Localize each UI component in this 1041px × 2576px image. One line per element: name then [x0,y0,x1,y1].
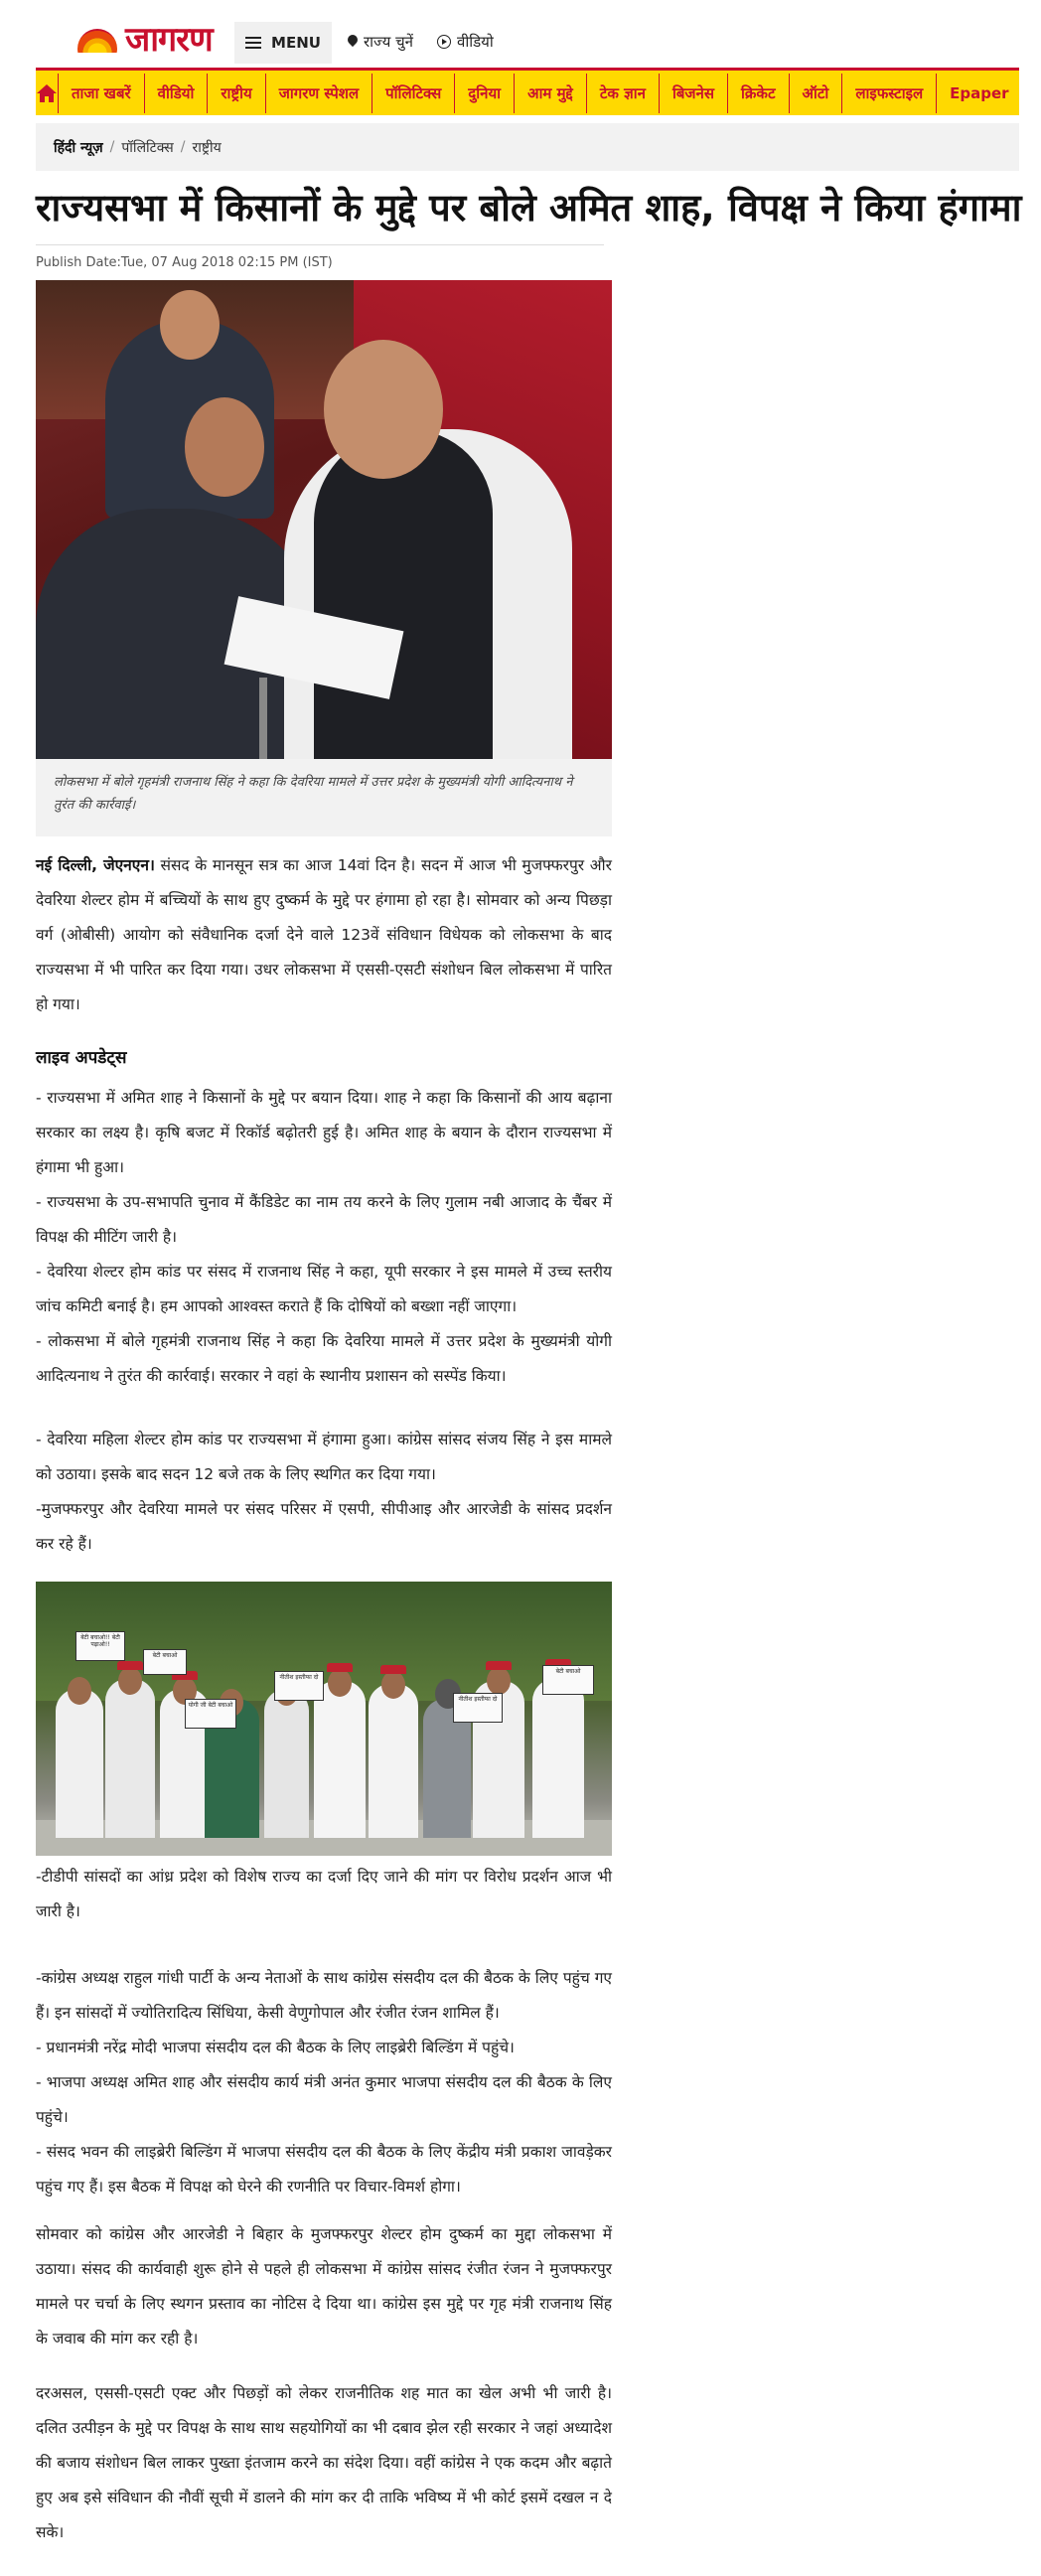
breadcrumb-politics[interactable]: पॉलिटिक्स [121,139,174,156]
publish-date: Publish Date:Tue, 07 Aug 2018 02:15 PM (IST) [36,244,604,280]
select-state-label: राज्य चुनें [364,33,413,51]
main-nav [36,68,1019,115]
article-main-image [36,280,612,759]
sun-logo-icon [74,27,121,53]
breadcrumb-national[interactable]: राष्ट्रीय [192,139,222,156]
protest-placard: नीतीश इस्तीफा दो [453,1693,503,1723]
live-updates-block-1 [36,1081,612,1394]
breadcrumb-separator: / [109,139,115,155]
nav-item-politics[interactable]: पॉलिटिक्स [372,74,455,113]
nav-item-tech[interactable]: टेक ज्ञान [587,74,660,113]
article-intro [36,848,612,1022]
protest-image [36,1582,612,1856]
live-update-item: - राज्यसभा में अमित शाह ने किसानों के मुद्दे पर बयान दिया। शाह ने कहा कि किसानों की आय बढ़ाना सरकार का लक्ष्य है। कृषि बजट में रिकॉर्ड बढ़ोतरी हुई है। अमित शाह के बयान के दौरान राज्यसभा में हंगामा भी हुआ। [36,1089,612,1176]
breadcrumb-separator: / [180,139,186,155]
live-updates-block-2 [36,1423,612,1562]
live-update-item: - देवरिया महिला शेल्टर होम कांड पर राज्यसभा में हंगामा हुआ। कांग्रेस सांसद संजय सिंह ने इस मामले को उठाया। इसके बाद सदन 12 बजे तक के लिए स्थगित कर दिया गया। [36,1431,612,1483]
nav-item-national[interactable]: राष्ट्रीय [208,74,265,113]
logo-text: जागरण [125,20,213,60]
live-updates-heading: लाइव अपडेट्स [36,1048,127,1068]
dateline: नई दिल्ली, जेएनएन। [36,856,155,874]
nav-item-jagran-special[interactable]: जागरण स्पेशल [266,74,372,113]
live-updates-block-3 [36,1860,612,1929]
article-paragraph: सोमवार को कांग्रेस और आरजेडी ने बिहार के मुजफ्फरपुर शेल्टर होम दुष्कर्म का मुद्दा लोकसभा में उठाया। संसद की कार्यवाही शुरू होने से पहले ही लोकसभा में कांग्रेस सांसद रंजीत रंजन ने मुजफ्फरपुर मामले पर चर्चा के लिए स्थगन प्रस्ताव का नोटिस दे दिया था। कांग्रेस इस मुद्दे पर गृह मंत्री राजनाथ सिंह के जवाब की मांग कर रही है। [36,2225,612,2348]
live-update-item: - प्रधानमंत्री नरेंद्र मोदी भाजपा संसदीय दल की बैठक के लिए लाइब्रेरी बिल्डिंग में पहुंचे। [36,2039,515,2056]
protest-placard: बेटी बचाओ!! बेटी पढ़ाओ!! [75,1631,125,1661]
video-link[interactable] [437,32,494,52]
protest-placard: बेटी बचाओ [143,1649,187,1675]
top-header [36,0,1019,68]
nav-item-common-issues[interactable]: आम मुद्दे [515,74,587,113]
protest-placard: योगी जी बेटी बचाओ [185,1699,236,1729]
play-circle-icon [437,35,451,49]
article-title: राज्यसभा में किसानों के मुद्दे पर बोले अमित शाह, विपक्ष ने किया हंगामा [36,186,1022,229]
intro-text: संसद के मानसून सत्र का आज 14वां दिन है। सदन में आज भी मुजफ्फरपुर और देवरिया शेल्टर होम में बच्चियों के साथ हुए दुष्कर्म के मुद्दे पर हंगामा हो रहा है। सोमवार को अन्य पिछड़ा वर्ग (ओबीसी) आयोग को संवैधानिक दर्जा देने वाले 123वें संविधान विधेयक को लोकसभा के बाद राज्यसभा में भी पारित कर दिया गया। उधर लोकसभा में एससी-एसटी संशोधन बिल लोकसभा में पारित हो गया। [36,856,612,1013]
nav-item-auto[interactable]: ऑटो [790,74,843,113]
nav-item-video[interactable]: वीडियो [145,74,209,113]
nav-item-world[interactable]: दुनिया [455,74,515,113]
live-update-item: - संसद भवन की लाइब्रेरी बिल्डिंग में भाजपा संसदीय दल की बैठक के लिए केंद्रीय मंत्री प्रकाश जावड़ेकर पहुंच गए हैं। इस बैठक में विपक्ष को घेरने की रणनीति पर विचार-विमर्श होगा। [36,2143,612,2196]
menu-label: MENU [271,34,321,52]
live-update-item: -कांग्रेस अध्यक्ष राहुल गांधी पार्टी के अन्य नेताओं के साथ कांग्रेस संसदीय दल की बैठक के लिए पहुंच गए हैं। इन सांसदों में ज्योतिरादित्य सिंधिया, केसी वेणुगोपाल और रंजीत रंजन शामिल हैं। [36,1969,612,2022]
breadcrumb-hindi-news[interactable]: हिंदी न्यूज़ [54,139,103,156]
location-pin-icon [348,35,358,49]
jagran-logo[interactable] [74,20,213,60]
nav-item-business[interactable]: बिजनेस [660,74,728,113]
live-update-item: - लोकसभा में बोले गृहमंत्री राजनाथ सिंह ने कहा कि देवरिया मामले में उत्तर प्रदेश के मुख्यमंत्री योगी आदित्यनाथ ने तुरंत की कार्रवाई। सरकार ने वहां के स्थानीय प्रशासन को सस्पेंड किया। [36,1332,612,1385]
live-update-item: -टीडीपी सांसदों का आंध्र प्रदेश को विशेष राज्य का दर्जा दिए जाने की मांग पर विरोध प्रदर्शन आज भी जारी है। [36,1868,612,1920]
home-button[interactable] [36,74,59,113]
protest-placard: नीतीश इस्तीफा दो [274,1671,324,1701]
breadcrumb [36,123,1019,171]
live-update-item: - देवरिया शेल्टर होम कांड पर संसद में राजनाथ सिंह ने कहा, यूपी सरकार ने इस मामले में उच्च स्तरीय जांच कमिटी बनाई है। हम आपको आश्वस्त कराते हैं कि दोषियों को बख्शा नहीं जाएगा। [36,1263,612,1315]
nav-item-latest[interactable]: ताजा खबरें [59,74,145,113]
menu-button[interactable] [234,22,332,64]
article-paragraph: दरअसल, एससी-एसटी एक्ट और पिछड़ों को लेकर राजनीतिक शह मात का खेल अभी भी जारी है। दलित उत्पीड़न के मुद्दे पर विपक्ष के साथ साथ सहयोगियों का भी दबाव झेल रही सरकार ने जहां अध्यादेश की बजाय संशोधन बिल लाकर पुख्ता इंतजाम करने का संदेश दिया। वहीं कांग्रेस ने एक कदम और बढ़ाते हुए अब इसे संविधान की नौवीं सूची में डालने की मांग कर दी ताकि भविष्य में भी कोर्ट इसमें दखल न दे सके। [36,2384,612,2541]
nav-item-epaper[interactable]: Epaper [950,83,1009,102]
live-updates-block-4 [36,1961,612,2204]
nav-item-lifestyle[interactable]: लाइफस्टाइल [842,74,937,113]
video-label: वीडियो [457,33,494,51]
nav-item-cricket[interactable]: क्रिकेट [728,74,790,113]
select-state-link[interactable] [348,32,413,52]
hamburger-icon [245,37,261,49]
image-caption: लोकसभा में बोले गृहमंत्री राजनाथ सिंह ने कहा कि देवरिया मामले में उत्तर प्रदेश के मुख्यमंत्री योगी आदित्यनाथ ने तुरंत की कार्रवाई। [36,759,612,836]
live-update-item: - राज्यसभा के उप-सभापति चुनाव में कैंडिडेट का नाम तय करने के लिए गुलाम नबी आजाद के चैंबर में विपक्ष की मीटिंग जारी है। [36,1193,612,1246]
home-icon [36,83,58,103]
live-update-item: -मुजफ्फरपुर और देवरिया मामले पर संसद परिसर में एसपी, सीपीआइ और आरजेडी के सांसद प्रदर्शन कर रहे हैं। [36,1500,612,1553]
live-update-item: - भाजपा अध्यक्ष अमित शाह और संसदीय कार्य मंत्री अनंत कुमार भाजपा संसदीय दल की बैठक के लिए पहुंचे। [36,2073,612,2126]
protest-placard: बेटी बचाओ [542,1665,594,1695]
